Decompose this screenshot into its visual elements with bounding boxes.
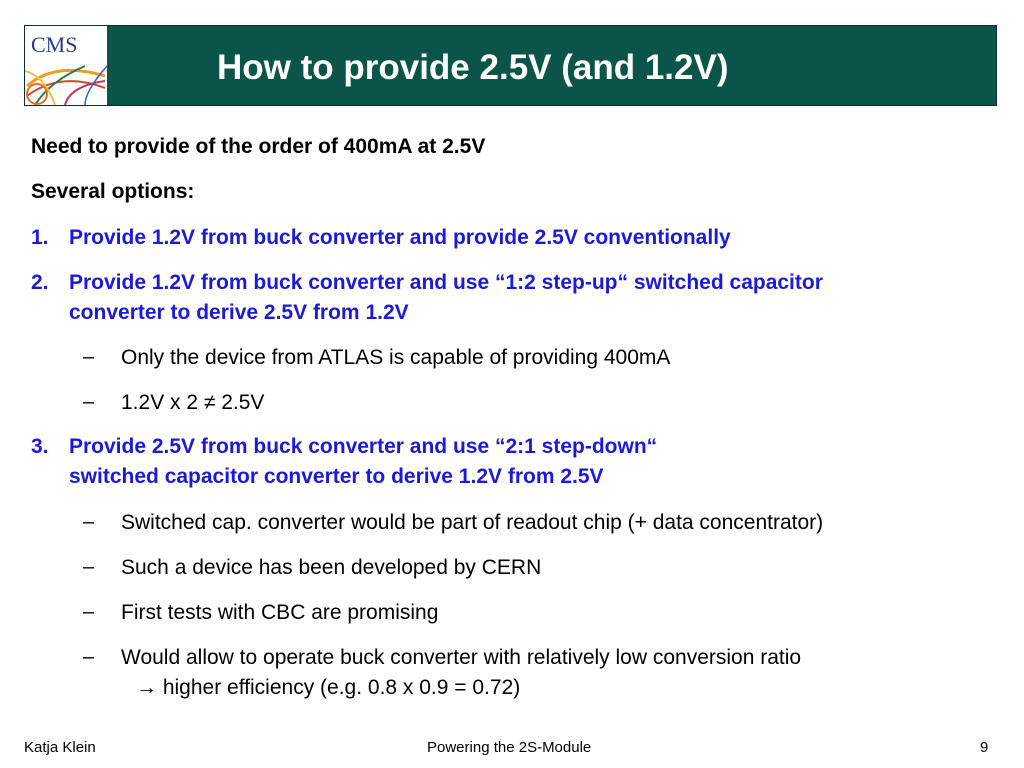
bullet-dash: – (83, 511, 95, 533)
bullet-dash: – (83, 556, 95, 578)
option-2-number: 2. (31, 271, 49, 294)
option-3-text-line-1: Provide 2.5V from buck converter and use “2:1 step-down“ (69, 435, 658, 458)
sub-item-text: Would allow to operate buck converter with relatively low conversion ratio (121, 646, 802, 669)
slide-header (24, 25, 997, 106)
sub-item-continuation-text: → higher efficiency (e.g. 0.8 x 0.9 = 0.72) (136, 676, 521, 699)
sub-item-text: 1.2V x 2 ≠ 2.5V (121, 391, 265, 414)
footer-page-number: 9 (980, 739, 989, 756)
cms-logo-graphic (25, 26, 107, 105)
title-bar (107, 26, 996, 105)
option-3-number: 3. (31, 435, 49, 458)
sub-item-text: Switched cap. converter would be part of readout chip (+ data concentrator) (121, 511, 824, 534)
bullet-dash: – (83, 601, 95, 623)
cms-logo (25, 26, 107, 105)
footer-author: Katja Klein (24, 739, 96, 756)
sub-item-text: Only the device from ATLAS is capable of providing 400mA (121, 346, 671, 369)
cms-logo-text: CMS (31, 32, 78, 57)
option-2-text-line-2: converter to derive 2.5V from 1.2V (69, 301, 409, 324)
option-3-text-line-2: switched capacitor converter to derive 1.2V from 2.5V (69, 465, 604, 488)
footer-title: Powering the 2S-Module (427, 739, 592, 756)
intro-line-2: Several options: (31, 180, 195, 203)
sub-item-text: Such a device has been developed by CERN (121, 556, 542, 579)
bullet-dash: – (83, 646, 95, 668)
option-1-number: 1. (31, 226, 49, 249)
intro-line-1: Need to provide of the order of 400mA at 2.5V (31, 135, 486, 158)
bullet-dash: – (83, 391, 95, 413)
slide-title: How to provide 2.5V (and 1.2V) (217, 48, 729, 87)
bullet-dash: – (83, 346, 95, 368)
option-1-text: Provide 1.2V from buck converter and provide 2.5V conventionally (69, 226, 731, 249)
sub-item-text: First tests with CBC are promising (121, 601, 439, 624)
option-2-text-line-1: Provide 1.2V from buck converter and use “1:2 step-up“ switched capacitor (69, 271, 823, 294)
